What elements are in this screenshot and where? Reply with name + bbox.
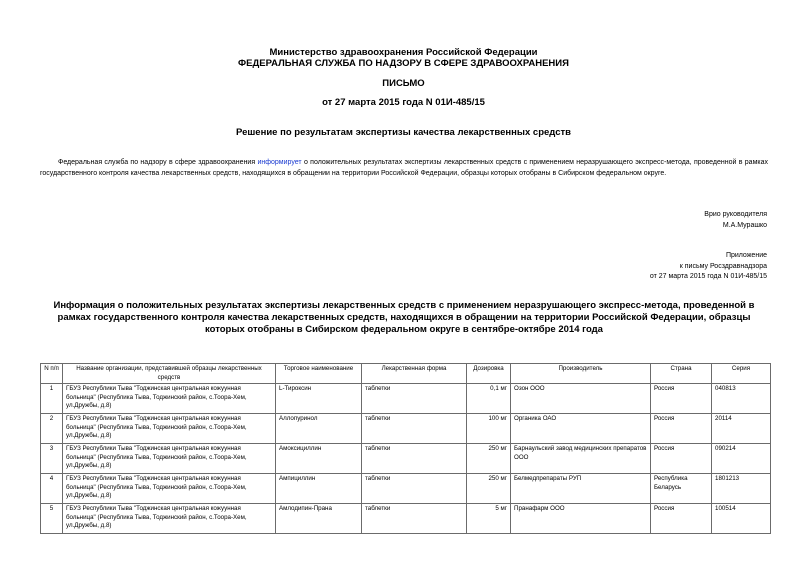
cell-trade: Аллопуринол bbox=[276, 414, 362, 444]
cell-maker: Пранафарм ООО bbox=[511, 504, 651, 534]
cell-trade: L-Тироксин bbox=[276, 384, 362, 414]
document-type: ПИСЬМО bbox=[382, 78, 425, 89]
service-name: ФЕДЕРАЛЬНАЯ СЛУЖБА ПО НАДЗОРУ В СФЕРЕ ЗДРАВООХРАНЕНИЯ bbox=[238, 58, 569, 69]
cell-dose: 100 мг bbox=[467, 414, 511, 444]
cell-dose: 5 мг bbox=[467, 504, 511, 534]
info-title: Информация о положительных результатах экспертизы лекарственных средств с применением неразрушающего экспресс-метода, проведенной в рамках государственного контроля качества лекарственных средств, находящихся в обращении на территории Российской Федерации, образцы которых отобраны в Сибирском федеральном округе в сентябре-октябре 2014 года bbox=[53, 300, 755, 335]
cell-trade: Амоксициллин bbox=[276, 444, 362, 474]
cell-dose: 250 мг bbox=[467, 444, 511, 474]
body-text-before: Федеральная служба по надзору в сфере здравоохранения bbox=[58, 159, 258, 166]
cell-form: таблетки bbox=[362, 384, 467, 414]
cell-form: таблетки bbox=[362, 444, 467, 474]
informs-link[interactable]: информирует bbox=[257, 159, 302, 166]
table-row bbox=[41, 474, 771, 504]
table-row bbox=[41, 384, 771, 414]
table-header-row bbox=[41, 364, 771, 384]
cell-org: ГБУЗ Республики Тыва "Тоджинская центральная кожуунная больница" (Республика Тыва, Тоджинский район, с.Тоора-Хем, ул.Дружбы, д.8) bbox=[63, 384, 276, 414]
header-org: Название организации, представившей образцы лекарственных средств bbox=[63, 364, 276, 384]
cell-dose: 250 мг bbox=[467, 474, 511, 504]
cell-maker: Озон ООО bbox=[511, 384, 651, 414]
header-form: Лекарственная форма bbox=[362, 364, 467, 384]
body-text-after: о положительных результатах экспертизы лекарственных средств с применением неразрушающего экспресс-метода, проведенной в рамках государственного контроля качества лекарственных средств, находящихся в обращении на территории Российской Федерации, образцы которых отобраны в Сибирском федеральном округе. bbox=[40, 159, 768, 177]
cell-country: Россия bbox=[651, 504, 712, 534]
cell-trade: Амлодипин-Прана bbox=[276, 504, 362, 534]
header-country: Страна bbox=[651, 364, 712, 384]
cell-country: Россия bbox=[651, 444, 712, 474]
body-paragraph bbox=[40, 157, 768, 179]
cell-org: ГБУЗ Республики Тыва "Тоджинская центральная кожуунная больница" (Республика Тыва, Тоджинский район, с.Тоора-Хем, ул.Дружбы, д.8) bbox=[63, 444, 276, 474]
signature-name: М.А.Мурашко bbox=[722, 222, 767, 229]
appendix-line-2: к письму Росздравнадзора bbox=[679, 262, 767, 270]
cell-form: таблетки bbox=[362, 414, 467, 444]
header-dose: Дозировка bbox=[467, 364, 511, 384]
table-row bbox=[41, 504, 771, 534]
cell-form: таблетки bbox=[362, 474, 467, 504]
cell-trade: Ампициллин bbox=[276, 474, 362, 504]
signature-position: Врио руководителя bbox=[704, 211, 767, 218]
cell-num: 5 bbox=[41, 504, 63, 534]
appendix-line-3: от 27 марта 2015 года N 01И-485/15 bbox=[649, 273, 767, 280]
cell-series: 090214 bbox=[712, 444, 771, 474]
header-trade: Торговое наименование bbox=[276, 364, 362, 384]
cell-org: ГБУЗ Республики Тыва "Тоджинская центральная кожуунная больница" (Республика Тыва, Тоджинский район, с.Тоора-Хем, ул.Дружбы, д.8) bbox=[63, 414, 276, 444]
cell-series: 100514 bbox=[712, 504, 771, 534]
document-date: от 27 марта 2015 года N 01И-485/15 bbox=[322, 97, 485, 108]
cell-series: 1801213 bbox=[712, 474, 771, 504]
cell-maker: Органика ОАО bbox=[511, 414, 651, 444]
cell-org: ГБУЗ Республики Тыва "Тоджинская центральная кожуунная больница" (Республика Тыва, Тоджинский район, с.Тоора-Хем, ул.Дружбы, д.8) bbox=[63, 474, 276, 504]
cell-num: 1 bbox=[41, 384, 63, 414]
cell-country: Республика Беларусь bbox=[651, 474, 712, 504]
table-row bbox=[41, 444, 771, 474]
cell-series: 20114 bbox=[712, 414, 771, 444]
appendix-block bbox=[650, 251, 767, 283]
results-table bbox=[40, 363, 771, 534]
document-subject: Решение по результатам экспертизы качества лекарственных средств bbox=[236, 127, 571, 138]
cell-country: Россия bbox=[651, 384, 712, 414]
cell-maker: Барнаульский завод медицинских препаратов ООО bbox=[511, 444, 651, 474]
cell-num: 4 bbox=[41, 474, 63, 504]
cell-series: 040813 bbox=[712, 384, 771, 414]
header-num: N п/п bbox=[41, 364, 63, 384]
cell-form: таблетки bbox=[362, 504, 467, 534]
cell-org: ГБУЗ Республики Тыва "Тоджинская центральная кожуунная больница" (Республика Тыва, Тоджинский район, с.Тоора-Хем, ул.Дружбы, д.8) bbox=[63, 504, 276, 534]
cell-country: Россия bbox=[651, 414, 712, 444]
header-series: Серия bbox=[712, 364, 771, 384]
cell-dose: 0,1 мг bbox=[467, 384, 511, 414]
header-maker: Производитель bbox=[511, 364, 651, 384]
appendix-line-1: Приложение bbox=[725, 252, 767, 259]
ministry-name: Министерство здравоохранения Российской Федерации bbox=[269, 47, 538, 58]
table-row bbox=[41, 414, 771, 444]
signature-block bbox=[704, 209, 767, 231]
cell-maker: Белмедпрепараты РУП bbox=[511, 474, 651, 504]
cell-num: 3 bbox=[41, 444, 63, 474]
cell-num: 2 bbox=[41, 414, 63, 444]
